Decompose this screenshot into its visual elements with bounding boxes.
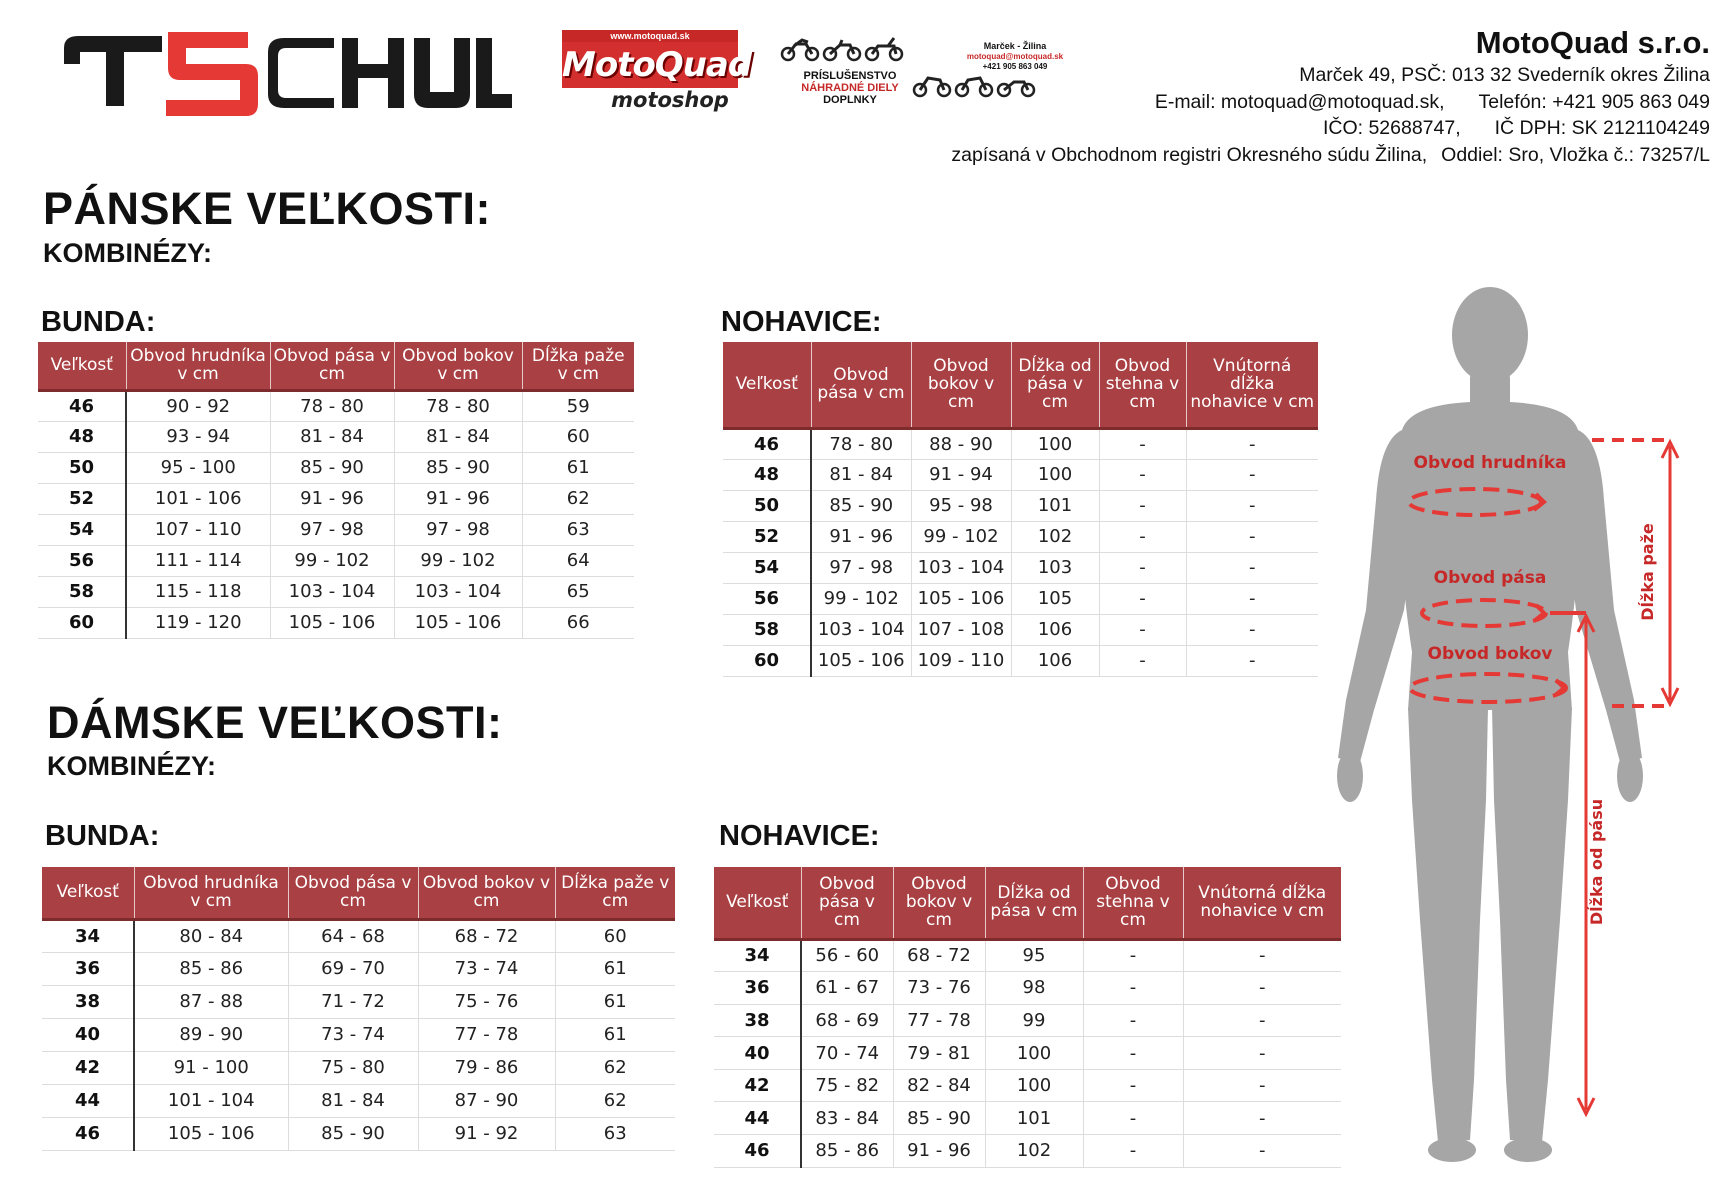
company-name: MotoQuad s.r.o. [1475, 25, 1710, 60]
column-header: Obvod bokov v cm [893, 867, 985, 939]
measurement-cell: - [1186, 552, 1318, 583]
table-row [723, 490, 1318, 521]
company-contact-line [810, 89, 1710, 116]
table-row [42, 985, 675, 1018]
table-row [42, 952, 675, 985]
badge-line-extras: DOPLNKY [823, 94, 877, 106]
badge-line-accessories: PRÍSLUŠENSTVO [803, 70, 897, 82]
measurement-cell: - [1083, 939, 1183, 972]
measurement-cell: - [1186, 428, 1318, 459]
measurement-cell: 101 [1011, 490, 1099, 521]
size-cell: 46 [723, 428, 811, 459]
measurement-cell: - [1183, 972, 1341, 1005]
measurement-cell: - [1183, 1037, 1341, 1070]
measurement-cell: - [1183, 1004, 1341, 1037]
measurement-cell: - [1186, 614, 1318, 645]
table-row [42, 1051, 675, 1084]
measurement-cell: - [1186, 583, 1318, 614]
measurement-cell: 105 - 106 [394, 607, 522, 638]
table-row [38, 576, 634, 607]
company-phone: Telefón: +421 905 863 049 [1478, 90, 1710, 113]
measurement-cell: 105 - 106 [811, 645, 911, 676]
measurement-cell: - [1099, 521, 1186, 552]
measurement-cell: 95 - 98 [911, 490, 1011, 521]
table-row [723, 614, 1318, 645]
measurement-cell: 97 - 98 [270, 514, 394, 545]
size-cell: 36 [714, 972, 801, 1005]
measurement-cell: 111 - 114 [126, 545, 270, 576]
table-row [42, 1018, 675, 1051]
measurement-cell: 82 - 84 [893, 1069, 985, 1102]
measurement-cell: 83 - 84 [801, 1102, 893, 1135]
motoquad-logo-name: MotoQuad [562, 42, 738, 88]
table-row [38, 483, 634, 514]
table-row [723, 428, 1318, 459]
men-jacket-table [38, 342, 634, 639]
measurement-cell: 61 [555, 952, 675, 985]
size-cell: 60 [38, 607, 126, 638]
badge-city: Marček - Žilina [983, 41, 1047, 51]
table-row [38, 390, 634, 421]
measurement-cell: 100 [985, 1037, 1083, 1070]
measurement-cell: 91 - 92 [418, 1117, 555, 1150]
measurement-cell: 91 - 96 [811, 521, 911, 552]
measurement-cell: 78 - 80 [270, 390, 394, 421]
measurement-cell: - [1083, 972, 1183, 1005]
column-header: Obvod bokov v cm [418, 867, 555, 919]
measurement-cell: 97 - 98 [811, 552, 911, 583]
measurement-cell: - [1186, 645, 1318, 676]
size-cell: 44 [714, 1102, 801, 1135]
company-division: Oddiel: Sro, Vložka č.: 73257/L [1441, 143, 1710, 166]
measurement-cell: 77 - 78 [893, 1004, 985, 1037]
table-row [723, 521, 1318, 552]
measurement-cell: 106 [1011, 645, 1099, 676]
measurement-cell: - [1099, 583, 1186, 614]
measurement-cell: 95 - 100 [126, 452, 270, 483]
measurement-cell: 106 [1011, 614, 1099, 645]
women-jacket-table [42, 867, 675, 1151]
company-registry: zapísaná v Obchodnom registri Okresného súdu Žilina, [951, 143, 1428, 166]
measurement-cell: 66 [522, 607, 634, 638]
measurement-cell: 85 - 86 [801, 1135, 893, 1168]
size-cell: 52 [723, 521, 811, 552]
table-row [42, 919, 675, 952]
measurement-cell: - [1083, 1069, 1183, 1102]
table-row [714, 1004, 1341, 1037]
badge-line-parts: NÁHRADNÉ DIELY [801, 82, 899, 94]
measurement-cell: 103 - 104 [911, 552, 1011, 583]
measurement-cell: 59 [522, 390, 634, 421]
measurement-cell: 107 - 110 [126, 514, 270, 545]
measurement-cell: 68 - 72 [418, 919, 555, 952]
measurement-cell: 99 - 102 [811, 583, 911, 614]
measurement-cell: 81 - 84 [270, 421, 394, 452]
measurement-cell: 99 [985, 1004, 1083, 1037]
measurement-cell: - [1183, 939, 1341, 972]
men-pants-table [723, 342, 1318, 677]
column-header: Obvod pása v cm [288, 867, 418, 919]
measurement-cell: 85 - 90 [270, 452, 394, 483]
size-cell: 54 [38, 514, 126, 545]
company-dic: IČ DPH: SK 2121104249 [1494, 117, 1710, 139]
measurement-cell: 88 - 90 [911, 428, 1011, 459]
measurement-cell: 103 - 104 [811, 614, 911, 645]
size-cell: 40 [42, 1018, 134, 1051]
column-header: Dĺžka od pása v cm [985, 867, 1083, 939]
column-header: Veľkosť [38, 342, 126, 390]
women-pants-title: NOHAVICE: [719, 820, 880, 852]
measurement-cell: 63 [522, 514, 634, 545]
measurement-cell: 91 - 96 [394, 483, 522, 514]
measurement-cell: 75 - 80 [288, 1051, 418, 1084]
size-cell: 58 [723, 614, 811, 645]
measurement-cell: 62 [522, 483, 634, 514]
column-header: Dĺžka od pása v cm [1011, 342, 1099, 428]
measurement-cell: 103 - 104 [270, 576, 394, 607]
measurement-cell: 61 [555, 985, 675, 1018]
men-pants-title: NOHAVICE: [721, 306, 882, 338]
motoquad-logo-url: www.motoquad.sk [562, 30, 738, 42]
column-header: Veľkosť [42, 867, 134, 919]
size-cell: 42 [42, 1051, 134, 1084]
measurement-cell: 78 - 80 [394, 390, 522, 421]
measurement-cell: 71 - 72 [288, 985, 418, 1018]
measurement-cell: 105 - 106 [134, 1117, 288, 1150]
measurement-cell: 109 - 110 [911, 645, 1011, 676]
column-header: Obvod hrudníka v cm [126, 342, 270, 390]
size-cell: 60 [723, 645, 811, 676]
column-header: Vnútorná dĺžka nohavice v cm [1186, 342, 1318, 428]
measurement-cell: 105 - 106 [911, 583, 1011, 614]
measurement-cell: 56 - 60 [801, 939, 893, 972]
size-cell: 56 [38, 545, 126, 576]
measurement-cell: - [1183, 1135, 1341, 1168]
measurement-cell: 60 [522, 421, 634, 452]
column-header: Obvod pása v cm [270, 342, 394, 390]
column-header: Obvod bokov v cm [911, 342, 1011, 428]
measurement-cell: 98 [985, 972, 1083, 1005]
measurement-cell: 100 [985, 1069, 1083, 1102]
company-registry-line [810, 142, 1710, 169]
table-row [714, 1102, 1341, 1135]
size-cell: 46 [38, 390, 126, 421]
measurement-cell: 95 [985, 939, 1083, 972]
column-header: Obvod stehna v cm [1083, 867, 1183, 939]
measurement-cell: - [1099, 645, 1186, 676]
measurement-cell: 68 - 69 [801, 1004, 893, 1037]
measurement-cell: 87 - 88 [134, 985, 288, 1018]
table-row [38, 452, 634, 483]
measurement-cell: - [1083, 1037, 1183, 1070]
measurement-cell: 79 - 86 [418, 1051, 555, 1084]
size-cell: 46 [714, 1135, 801, 1168]
company-email: E-mail: motoquad@motoquad.sk, [1154, 90, 1445, 113]
measurement-cell: - [1186, 459, 1318, 490]
measurement-cell: 68 - 72 [893, 939, 985, 972]
men-overalls-subtitle: KOMBINÉZY: [43, 238, 212, 268]
size-cell: 38 [714, 1004, 801, 1037]
women-sizes-title: DÁMSKE VEĽKOSTI: [47, 697, 503, 748]
measurement-cell: 85 - 86 [134, 952, 288, 985]
size-cell: 40 [714, 1037, 801, 1070]
measurement-cell: 70 - 74 [801, 1037, 893, 1070]
women-jacket-title: BUNDA: [45, 820, 160, 852]
measurement-cell: 69 - 70 [288, 952, 418, 985]
table-row [723, 552, 1318, 583]
size-cell: 42 [714, 1069, 801, 1102]
measurement-cell: 81 - 84 [288, 1084, 418, 1117]
measurement-cell: 101 [985, 1102, 1083, 1135]
size-cell: 58 [38, 576, 126, 607]
measurement-cell: 64 [522, 545, 634, 576]
measurement-cell: 91 - 100 [134, 1051, 288, 1084]
measurement-cell: 115 - 118 [126, 576, 270, 607]
measurement-cell: 100 [1011, 428, 1099, 459]
measurement-cell: 75 - 82 [801, 1069, 893, 1102]
measurement-cell: 73 - 76 [893, 972, 985, 1005]
measurement-cell: 91 - 94 [911, 459, 1011, 490]
size-cell: 50 [723, 490, 811, 521]
size-cell: 54 [723, 552, 811, 583]
measurement-cell: 93 - 94 [126, 421, 270, 452]
hips-label: Obvod bokov [1427, 644, 1553, 664]
measurement-cell: 64 - 68 [288, 919, 418, 952]
waist-length-label: Dĺžka od pásu [1587, 798, 1606, 926]
table-row [38, 607, 634, 638]
measurement-cell: - [1186, 490, 1318, 521]
measurement-cell: - [1183, 1069, 1341, 1102]
table-row [714, 972, 1341, 1005]
company-info [810, 24, 1710, 168]
measurement-cell: - [1183, 1102, 1341, 1135]
measurement-cell: 99 - 102 [911, 521, 1011, 552]
size-cell: 38 [42, 985, 134, 1018]
measurement-cell: 65 [522, 576, 634, 607]
women-pants-table [714, 867, 1341, 1168]
measurement-cell: 105 [1011, 583, 1099, 614]
measurement-cell: 87 - 90 [418, 1084, 555, 1117]
table-row [723, 645, 1318, 676]
measurement-cell: 60 [555, 919, 675, 952]
table-row [38, 421, 634, 452]
table-row [714, 1135, 1341, 1168]
arm-length-label: Dĺžka paže [1638, 523, 1657, 621]
column-header: Obvod bokov v cm [394, 342, 522, 390]
motoquad-logo-sub: motoshop [611, 88, 729, 112]
measurement-cell: 102 [985, 1135, 1083, 1168]
measurement-cell: 105 - 106 [270, 607, 394, 638]
table-row [42, 1084, 675, 1117]
company-tax-line [810, 115, 1710, 142]
column-header: Veľkosť [723, 342, 811, 428]
measurement-cell: - [1099, 490, 1186, 521]
table-row [723, 583, 1318, 614]
measurement-cell: 90 - 92 [126, 390, 270, 421]
table-row [714, 1037, 1341, 1070]
table-row [38, 514, 634, 545]
measurement-cell: 91 - 96 [893, 1135, 985, 1168]
measurement-cell: 77 - 78 [418, 1018, 555, 1051]
men-jacket-title: BUNDA: [41, 306, 156, 338]
measurement-cell: 101 - 104 [134, 1084, 288, 1117]
measurement-cell: 61 [555, 1018, 675, 1051]
measurement-cell: 102 [1011, 521, 1099, 552]
size-cell: 34 [42, 919, 134, 952]
measurement-cell: 62 [555, 1084, 675, 1117]
size-cell: 48 [38, 421, 126, 452]
badge-phone: +421 905 863 049 [982, 62, 1048, 71]
measurement-cell: 101 - 106 [126, 483, 270, 514]
measurement-cell: 107 - 108 [911, 614, 1011, 645]
measurement-cell: 103 - 104 [394, 576, 522, 607]
men-sizes-title: PÁNSKE VEĽKOSTI: [43, 183, 492, 234]
measurement-cell: 78 - 80 [811, 428, 911, 459]
size-cell: 56 [723, 583, 811, 614]
measurement-cell: 85 - 90 [893, 1102, 985, 1135]
measurement-cell: 63 [555, 1117, 675, 1150]
measurement-cell: 81 - 84 [394, 421, 522, 452]
column-header: Obvod pása v cm [801, 867, 893, 939]
measurement-cell: 100 [1011, 459, 1099, 490]
column-header: Obvod hrudníka v cm [134, 867, 288, 919]
measurement-cell: - [1099, 614, 1186, 645]
size-cell: 44 [42, 1084, 134, 1117]
company-address: Marček 49, PSČ: 013 32 Svederník okres Žilina [1299, 64, 1710, 86]
measurement-cell: 79 - 81 [893, 1037, 985, 1070]
column-header: Obvod stehna v cm [1099, 342, 1186, 428]
measurement-cell: 85 - 90 [288, 1117, 418, 1150]
badge-email: motoquad@motoquad.sk [966, 52, 1064, 61]
motoquad-logo [562, 30, 782, 116]
column-header: Vnútorná dĺžka nohavice v cm [1183, 867, 1341, 939]
column-header: Dĺžka paže v cm [555, 867, 675, 919]
women-overalls-subtitle: KOMBINÉZY: [47, 751, 216, 781]
size-cell: 46 [42, 1117, 134, 1150]
column-header: Obvod pása v cm [811, 342, 911, 428]
measurement-cell: 99 - 102 [270, 545, 394, 576]
measurement-cell: - [1099, 552, 1186, 583]
measurement-cell: 81 - 84 [811, 459, 911, 490]
measurement-cell: - [1083, 1102, 1183, 1135]
table-row [714, 1069, 1341, 1102]
measurement-cell: 61 [522, 452, 634, 483]
measurement-cell: 73 - 74 [288, 1018, 418, 1051]
measurement-cell: 75 - 76 [418, 985, 555, 1018]
size-cell: 36 [42, 952, 134, 985]
measurement-cell: 91 - 96 [270, 483, 394, 514]
measurement-cell: 85 - 90 [811, 490, 911, 521]
measurement-cell: 80 - 84 [134, 919, 288, 952]
waist-label: Obvod pása [1433, 568, 1547, 588]
body-measurement-figure [1330, 280, 1722, 1180]
company-ico: IČO: 52688747, [1322, 117, 1461, 139]
size-cell: 52 [38, 483, 126, 514]
column-header: Veľkosť [714, 867, 801, 939]
column-header: Dĺžka paže v cm [522, 342, 634, 390]
measurement-cell: - [1099, 428, 1186, 459]
measurement-cell: 73 - 74 [418, 952, 555, 985]
table-row [723, 459, 1318, 490]
table-row [38, 545, 634, 576]
measurement-cell: 103 [1011, 552, 1099, 583]
measurement-cell: 97 - 98 [394, 514, 522, 545]
measurement-cell: 89 - 90 [134, 1018, 288, 1051]
measurement-cell: 99 - 102 [394, 545, 522, 576]
human-silhouette [1337, 287, 1643, 1162]
table-row [42, 1117, 675, 1150]
measurement-cell: 61 - 67 [801, 972, 893, 1005]
size-cell: 48 [723, 459, 811, 490]
measurement-cell: 62 [555, 1051, 675, 1084]
chest-label: Obvod hrudníka [1413, 453, 1567, 473]
table-row [714, 939, 1341, 972]
tschul-logo [62, 18, 512, 118]
measurement-cell: 119 - 120 [126, 607, 270, 638]
measurement-cell: - [1099, 459, 1186, 490]
size-cell: 50 [38, 452, 126, 483]
size-cell: 34 [714, 939, 801, 972]
measurement-cell: - [1186, 521, 1318, 552]
measurement-cell: - [1083, 1004, 1183, 1037]
measurement-cell: - [1083, 1135, 1183, 1168]
measurement-cell: 85 - 90 [394, 452, 522, 483]
